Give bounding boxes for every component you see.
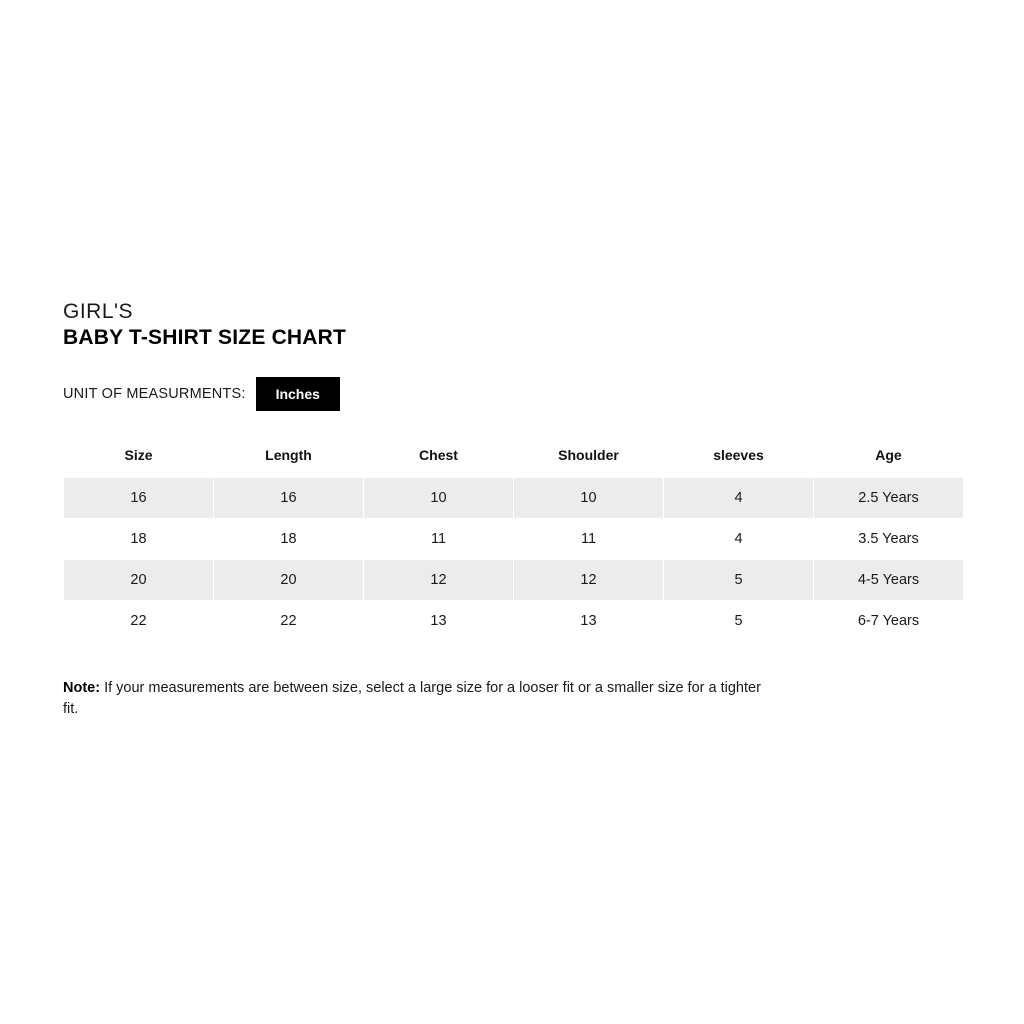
cell-chest: 12 [364,560,514,601]
table-row [64,478,964,519]
cell-shoulder: 13 [514,601,664,642]
column-header-size: Size [124,447,153,464]
cell-length: 18 [214,519,364,560]
cell-age: 4-5 Years [814,560,964,601]
cell-shoulder: 12 [514,560,664,601]
cell-size: 20 [64,560,214,601]
cell-length: 20 [214,560,364,601]
unit-toggle-inches[interactable]: Inches [256,377,340,411]
table-row [64,560,964,601]
cell-length: 22 [214,601,364,642]
table-header-row [64,439,964,478]
unit-of-measurement-row [63,375,964,413]
cell-chest: 13 [364,601,514,642]
table-row [64,519,964,560]
table-row [64,601,964,642]
cell-sleeves: 5 [664,560,814,601]
note-label: Note: [63,680,101,696]
cell-age: 2.5 Years [814,478,964,519]
unit-label: UNIT OF MEASURMENTS: [63,386,246,403]
cell-length: 16 [214,478,364,519]
cell-age: 3.5 Years [814,519,964,560]
cell-size: 22 [64,601,214,642]
cell-sleeves: 4 [664,478,814,519]
cell-size: 16 [64,478,214,519]
size-table [63,439,964,642]
cell-chest: 11 [364,519,514,560]
chart-subtitle: GIRL'S [63,300,134,323]
column-header-sleeves: sleeves [713,447,764,464]
column-header-length: Length [265,447,312,464]
size-chart-block [63,300,964,642]
page-title: BABY T-SHIRT SIZE CHART [63,326,347,350]
column-header-age: Age [875,447,902,464]
cell-chest: 10 [364,478,514,519]
cell-shoulder: 10 [514,478,664,519]
column-header-chest: Chest [419,447,458,464]
column-header-shoulder: Shoulder [558,447,619,464]
cell-sleeves: 5 [664,601,814,642]
cell-sleeves: 4 [664,519,814,560]
cell-age: 6-7 Years [814,601,964,642]
note-text [63,678,763,719]
cell-size: 18 [64,519,214,560]
cell-shoulder: 11 [514,519,664,560]
note-body: If your measurements are between size, select a large size for a looser fit or a smaller size for a tighter fit. [63,680,761,717]
